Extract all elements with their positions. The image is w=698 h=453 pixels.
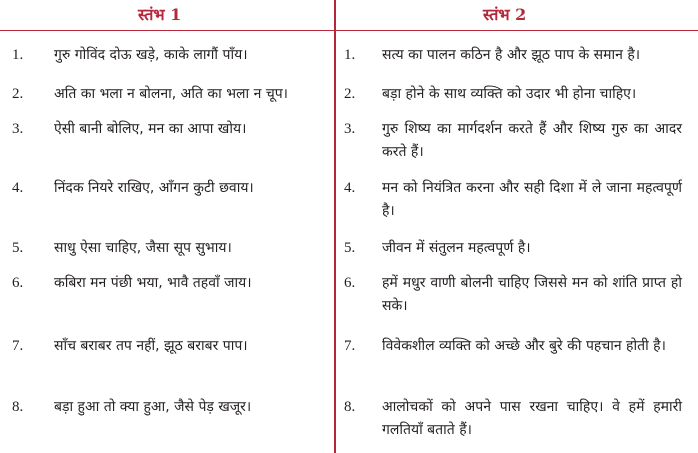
couplet-text: अति का भला न बोलना, अति का भला न चूप। — [54, 86, 288, 102]
row-number: 6. — [344, 275, 356, 291]
header-rule-left — [0, 30, 334, 31]
row-number: 7. — [12, 338, 24, 354]
row-number: 3. — [12, 121, 24, 137]
couplet-text: साँच बराबर तप नहीं, झूठ बराबर पाप। — [54, 338, 248, 354]
couplet-text: साधु ऐसा चाहिए, जैसा सूप सुभाय। — [54, 240, 232, 256]
row-number: 2. — [344, 86, 356, 102]
meaning-text: जीवन में संतुलन महत्वपूर्ण है। — [382, 240, 531, 256]
row-number: 4. — [12, 180, 24, 196]
meaning-text: विवेकशील व्यक्ति को अच्छे और बुरे की पहचान होती है। — [382, 338, 666, 354]
couplet-text: बड़ा हुआ तो क्या हुआ, जैसे पेड़ खजूर। — [54, 399, 252, 415]
couplet-text: ऐसी बानी बोलिए, मन का आपा खोय। — [54, 121, 247, 137]
couplet-text: गुरु गोविंद दोऊ खड़े, काके लागौं पाँय। — [54, 47, 248, 63]
meaning-text: सत्य का पालन कठिन है और झूठ पाप के समान है। — [382, 47, 641, 63]
row-number: 3. — [344, 121, 356, 137]
row-number: 8. — [344, 399, 356, 415]
meaning-text: आलोचकों को अपने पास रखना चाहिए। वे हमें हमारी गलतियाँ बताते हैं। — [382, 399, 682, 438]
couplet-text: कबिरा मन पंछी भया, भावै तहवाँ जाय। — [54, 275, 252, 291]
column-divider — [334, 0, 336, 453]
meaning-text: हमें मधुर वाणी बोलनी चाहिए जिससे मन को शांति प्राप्त हो सके। — [382, 275, 682, 314]
row-number: 7. — [344, 338, 356, 354]
row-number: 2. — [12, 86, 24, 102]
row-number: 5. — [344, 240, 356, 256]
column-2-title: स्तंभ 2 — [483, 5, 527, 24]
meaning-text: बड़ा होने के साथ व्यक्ति को उदार भी होना चाहिए। — [382, 86, 637, 102]
row-number: 5. — [12, 240, 24, 256]
row-number: 4. — [344, 180, 356, 196]
meaning-text: मन को नियंत्रित करना और सही दिशा में ले जाना महत्वपूर्ण है। — [382, 180, 682, 219]
header-rule-right — [336, 30, 698, 31]
couplet-text: निंदक नियरे राखिए, आँगन कुटी छवाय। — [54, 180, 254, 196]
row-number: 1. — [344, 47, 356, 63]
column-1-title: स्तंभ 1 — [138, 5, 182, 24]
meaning-text: गुरु शिष्य का मार्गदर्शन करते हैं और शिष्य गुरु का आदर करते हैं। — [382, 121, 682, 160]
row-number: 6. — [12, 275, 24, 291]
row-number: 1. — [12, 47, 24, 63]
row-number: 8. — [12, 399, 24, 415]
